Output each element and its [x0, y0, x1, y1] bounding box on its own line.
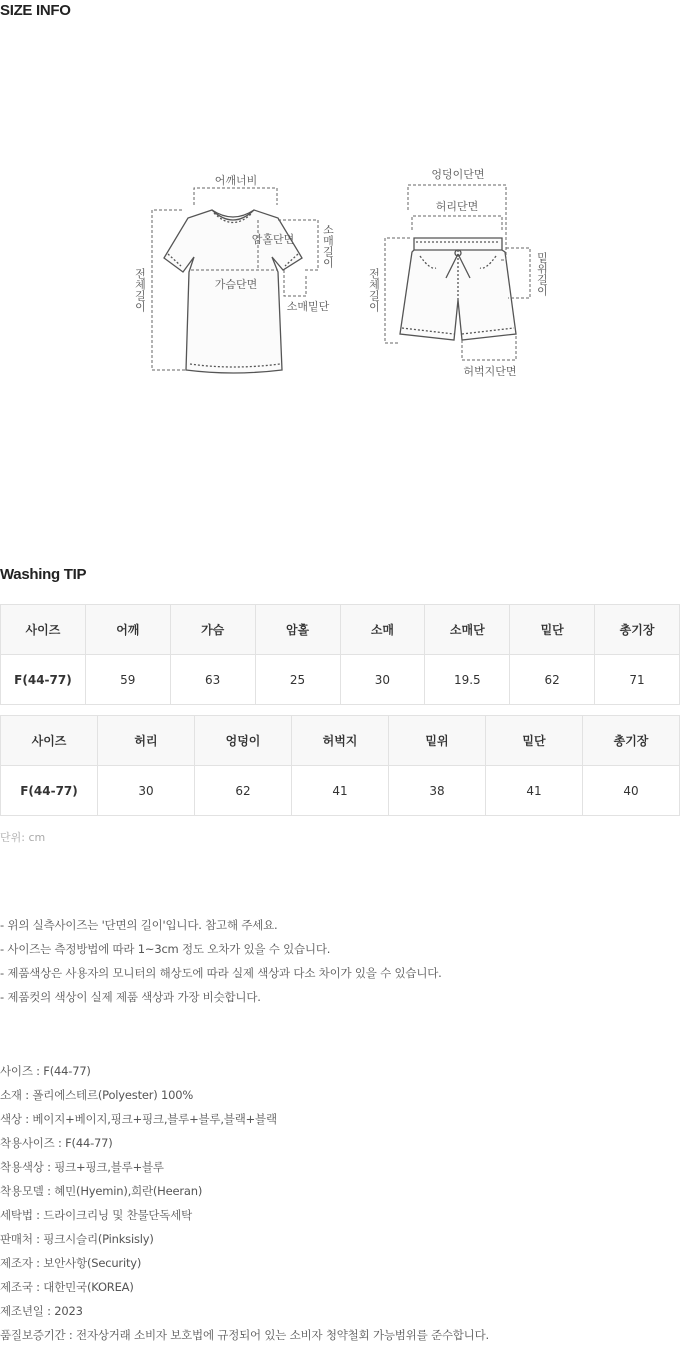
size-notes-list [0, 916, 442, 1012]
spec-item: 착용사이즈 : F(44-77) [0, 1136, 113, 1150]
label-rise: 밑위길이 [535, 252, 549, 296]
note-item: - 제품색상은 사용자의 모니터의 해상도에 따라 실제 색상과 다소 차이가 있을 수 있습니다. [0, 966, 442, 980]
size-diagram-svg [0, 150, 680, 390]
product-specs-list [0, 1062, 489, 1350]
spec-item: 제조자 : 보안사항(Security) [0, 1256, 142, 1270]
top-size-table [0, 604, 680, 705]
label-sleeve-hem: 소매밑단 [286, 300, 330, 313]
table-header-cell: 밑위 [389, 716, 486, 766]
spec-item: 착용색상 : 핑크+핑크,블루+블루 [0, 1160, 164, 1174]
table-cell-size: F(44-77) [1, 766, 98, 816]
shorts-illustration [400, 238, 516, 340]
table-header-cell: 어깨 [85, 605, 170, 655]
table-cell: 62 [510, 655, 595, 705]
size-info-title: SIZE INFO [0, 2, 71, 19]
table-header-cell: 밑단 [510, 605, 595, 655]
table-header-cell: 허리 [98, 716, 195, 766]
table-header-cell: 소매단 [425, 605, 510, 655]
table-cell: 41 [292, 766, 389, 816]
table-cell: 38 [389, 766, 486, 816]
spec-item: 품질보증기간 : 전자상거래 소비자 보호법에 규정되어 있는 소비자 청약철회 가능범위를 준수합니다. [0, 1328, 489, 1342]
spec-item: 제조년일 : 2023 [0, 1304, 83, 1318]
spec-item: 세탁법 : 드라이크리닝 및 찬물단독세탁 [0, 1208, 193, 1222]
label-shoulder: 어깨너비 [214, 174, 258, 187]
label-thigh: 허벅지단면 [463, 365, 517, 378]
table-header-row [1, 716, 680, 766]
table-cell: 30 [98, 766, 195, 816]
table-header-cell: 허벅지 [292, 716, 389, 766]
note-item: - 제품컷의 색상이 실제 제품 색상과 가장 비슷합니다. [0, 990, 261, 1004]
spec-item: 색상 : 베이지+베이지,핑크+핑크,블루+블루,블랙+블랙 [0, 1112, 277, 1126]
table-header-row [1, 605, 680, 655]
table-cell: 71 [595, 655, 680, 705]
note-item: - 위의 실측사이즈는 '단면의 길이'입니다. 참고해 주세요. [0, 918, 278, 932]
table-cell: 63 [170, 655, 255, 705]
table-header-cell: 엉덩이 [195, 716, 292, 766]
unit-note: 단위: cm [0, 831, 46, 844]
table-header-cell: 밑단 [486, 716, 583, 766]
table-cell: 41 [486, 766, 583, 816]
table-cell: 30 [340, 655, 425, 705]
table-header-cell: 사이즈 [1, 716, 98, 766]
label-waist: 허리단면 [435, 200, 479, 213]
table-header-cell: 총기장 [595, 605, 680, 655]
table-header-cell: 가슴 [170, 605, 255, 655]
spec-item: 사이즈 : F(44-77) [0, 1064, 91, 1078]
table-cell: 25 [255, 655, 340, 705]
note-item: - 사이즈는 측정방법에 따라 1~3cm 정도 오차가 있을 수 있습니다. [0, 942, 331, 956]
label-armhole: 암홀단면 [251, 233, 295, 246]
table-cell: 62 [195, 766, 292, 816]
table-header-cell: 총기장 [583, 716, 680, 766]
table-header-cell: 암홀 [255, 605, 340, 655]
spec-item: 판매처 : 핑크시슬리(Pinksisly) [0, 1232, 154, 1246]
table-cell: 59 [85, 655, 170, 705]
label-hip: 엉덩이단면 [431, 168, 485, 181]
table-row [1, 655, 680, 705]
label-chest: 가슴단면 [214, 278, 258, 291]
table-cell: 19.5 [425, 655, 510, 705]
table-header-cell: 소매 [340, 605, 425, 655]
spec-item: 착용모델 : 혜민(Hyemin),희란(Heeran) [0, 1184, 203, 1198]
spec-item: 제조국 : 대한민국(KOREA) [0, 1280, 134, 1294]
spec-item: 소재 : 폴리에스테르(Polyester) 100% [0, 1088, 194, 1102]
washing-tip-title: Washing TIP [0, 566, 87, 583]
label-sleeve-length: 소매길이 [321, 224, 335, 268]
table-row [1, 766, 680, 816]
table-cell: 40 [583, 766, 680, 816]
size-diagram [0, 150, 680, 390]
label-top-total-length: 전체길이 [133, 268, 147, 312]
label-shorts-total-length: 전체길이 [367, 268, 381, 312]
bottom-size-table [0, 715, 680, 816]
table-header-cell: 사이즈 [1, 605, 86, 655]
table-cell-size: F(44-77) [1, 655, 86, 705]
